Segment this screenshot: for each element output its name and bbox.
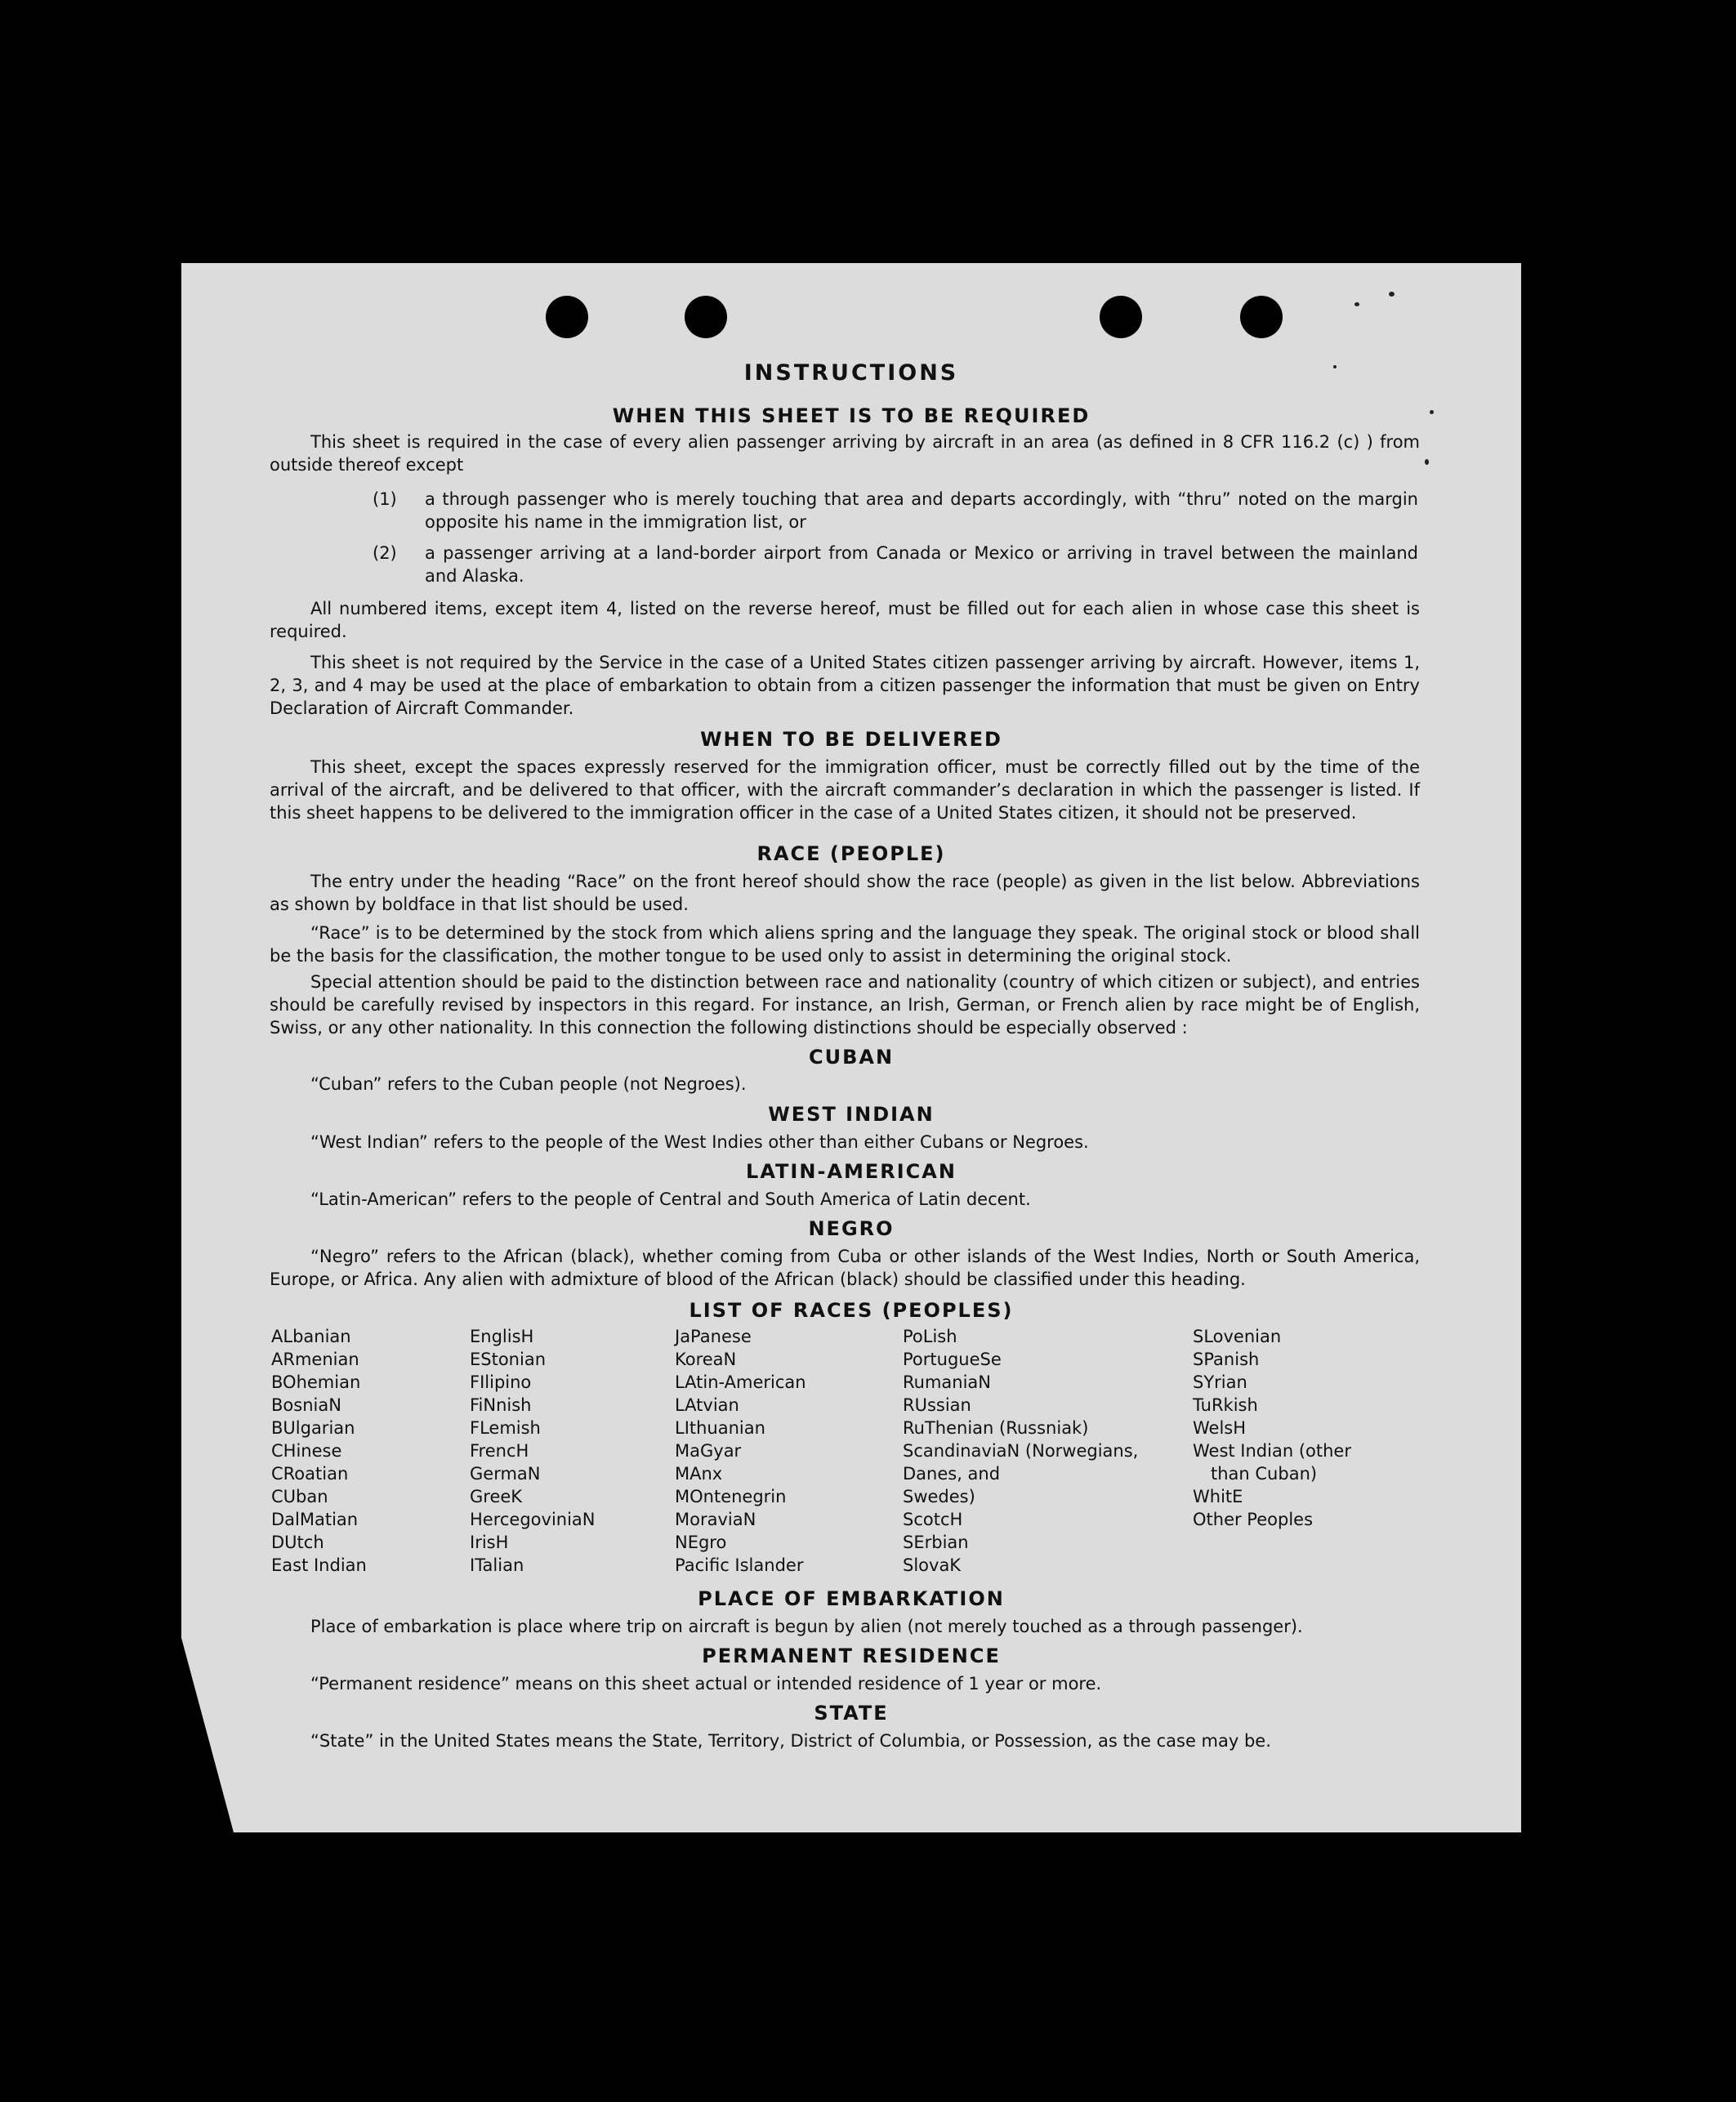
race-entry: IrisH bbox=[470, 1533, 509, 1552]
race-entry: Danes, and bbox=[903, 1464, 1001, 1484]
state-text: “State” in the United States means the State, Territory, District of Columbia, or Possession, as the case may be. bbox=[310, 1731, 1271, 1751]
race-entry: CUban bbox=[271, 1487, 328, 1506]
races-column bbox=[1193, 1325, 1351, 1531]
punch-hole bbox=[546, 296, 588, 338]
latin-american-text: “Latin-American” refers to the people of Central and South America of Latin decent. bbox=[310, 1189, 1031, 1209]
exception-item bbox=[373, 488, 1418, 533]
race-entry: Other Peoples bbox=[1193, 1510, 1314, 1529]
race-entry: CRoatian bbox=[271, 1464, 349, 1484]
race-entry: SErbian bbox=[903, 1533, 969, 1552]
races-column bbox=[470, 1325, 596, 1577]
race-entry: FrencH bbox=[470, 1441, 529, 1461]
section-heading-latin-american: LATIN-AMERICAN bbox=[746, 1160, 957, 1183]
delivered-text: This sheet, except the spaces expressly reserved for the immigration officer, must be correctly filled out by the time of the arrival of the aircraft, and be delivered to that officer, with the aircraft commander’s declaration in which the passenger is listed. If this sheet happens to be delivered to the immigration officer in the case of a United States citizen, it should not be preserved. bbox=[270, 757, 1420, 823]
section-heading-required: WHEN THIS SHEET IS TO BE REQUIRED bbox=[612, 404, 1091, 427]
race-entry: JaPanese bbox=[675, 1327, 752, 1346]
exception-text: a passenger arriving at a land-border airport from Canada or Mexico or arriving in travel between the mainland and Alaska. bbox=[425, 543, 1418, 586]
race-entry: SYrian bbox=[1193, 1372, 1247, 1392]
race-entry: PortugueSe bbox=[903, 1350, 1002, 1369]
race-entry: TuRkish bbox=[1193, 1395, 1258, 1415]
race-entry: SlovaK bbox=[903, 1555, 962, 1575]
residence-text: “Permanent residence” means on this sheet actual or intended residence of 1 year or more. bbox=[310, 1674, 1102, 1694]
section-heading-residence: PERMANENT RESIDENCE bbox=[702, 1645, 1001, 1667]
race-entry: Pacific Islander bbox=[675, 1555, 804, 1575]
race-entry: NEgro bbox=[675, 1533, 727, 1552]
required-paragraph: All numbered items, except item 4, listed on the reverse hereof, must be filled out for each alien in whose case this sheet is required. bbox=[270, 599, 1420, 641]
cuban-text: “Cuban” refers to the Cuban people (not Negroes). bbox=[310, 1074, 747, 1094]
exception-number: (1) bbox=[373, 489, 397, 509]
race-entry: DalMatian bbox=[271, 1510, 359, 1529]
race-entry: ARmenian bbox=[271, 1350, 359, 1369]
negro-text: “Negro” refers to the African (black), whether coming from Cuba or other islands of the West Indies, North or South America, Europe, or Africa. Any alien with admixture of blood of the African (black) should be classified under this heading. bbox=[270, 1247, 1420, 1289]
race-entry: BOhemian bbox=[271, 1372, 361, 1392]
race-entry: RuThenian (Russniak) bbox=[903, 1418, 1089, 1438]
punch-hole bbox=[1240, 296, 1283, 338]
race-entry: FIlipino bbox=[470, 1372, 532, 1392]
section-heading-west-indian: WEST INDIAN bbox=[768, 1103, 935, 1126]
race-entry: BosniaN bbox=[271, 1395, 341, 1415]
race-paragraph: Special attention should be paid to the distinction between race and nationality (country of which citizen or subject), and entries should be carefully revised by inspectors in this regard. For instance, an Irish, German, or French alien by race might be of English, Swiss, or any other nationality. In this connection the following distinctions should be especially observed : bbox=[270, 972, 1420, 1038]
race-entry: ALbanian bbox=[271, 1327, 351, 1346]
section-heading-cuban: CUBAN bbox=[808, 1046, 895, 1069]
section-heading-state: STATE bbox=[814, 1702, 889, 1725]
race-entry: MOntenegrin bbox=[675, 1487, 787, 1506]
race-entry: PoLish bbox=[903, 1327, 957, 1346]
race-entry: BUlgarian bbox=[271, 1418, 355, 1438]
race-entry: EStonian bbox=[470, 1350, 547, 1369]
race-entry: West Indian (other bbox=[1193, 1441, 1351, 1461]
race-entry: GermaN bbox=[470, 1464, 541, 1484]
race-entry: EnglisH bbox=[470, 1327, 534, 1346]
required-intro: This sheet is required in the case of every alien passenger arriving by aircraft in an area (as defined in 8 CFR 116.2 (c) ) from outside thereof except bbox=[270, 432, 1420, 475]
race-entry: ScotcH bbox=[903, 1510, 963, 1529]
races-column bbox=[675, 1325, 806, 1577]
race-entry: RumaniaN bbox=[903, 1372, 992, 1392]
section-heading-list-of-races: LIST OF RACES (PEOPLES) bbox=[689, 1299, 1014, 1322]
section-heading-embarkation: PLACE OF EMBARKATION bbox=[698, 1587, 1005, 1610]
race-paragraph: The entry under the heading “Race” on the front hereof should show the race (people) as given in the list below. Abbreviations as shown by boldface in that list should be used. bbox=[270, 872, 1420, 914]
race-entry: HercegoviniaN bbox=[470, 1510, 596, 1529]
race-entry: GreeK bbox=[470, 1487, 523, 1506]
race-entry: KoreaN bbox=[675, 1350, 737, 1369]
punch-hole bbox=[1100, 296, 1142, 338]
required-paragraph: This sheet is not required by the Service in the case of a United States citizen passenger arriving by aircraft. However, items 1, 2, 3, and 4 may be used at the place of embarkation to obtain from a citizen passenger the information that must be given on Entry Declaration of Aircraft Commander. bbox=[270, 653, 1420, 718]
race-paragraph: “Race” is to be determined by the stock from which aliens spring and the language they speak. The original stock or blood shall be the basis for the classification, the mother tongue to be used only to assist in determining the original stock. bbox=[270, 923, 1420, 966]
west-indian-text: “West Indian” refers to the people of the West Indies other than either Cubans or Negroes. bbox=[310, 1132, 1089, 1152]
race-entry: RUssian bbox=[903, 1395, 971, 1415]
race-entry: FiNnish bbox=[470, 1395, 532, 1415]
embarkation-text: Place of embarkation is place where trip on aircraft is begun by alien (not merely touched as a through passenger). bbox=[310, 1617, 1303, 1636]
races-column bbox=[271, 1325, 367, 1577]
exception-number: (2) bbox=[373, 543, 397, 563]
exception-text: a through passenger who is merely touching that area and departs accordingly, with “thru” noted on the margin opposite his name in the immigration list, or bbox=[425, 489, 1418, 532]
section-heading-delivered: WHEN TO BE DELIVERED bbox=[700, 728, 1002, 751]
race-entry: MAnx bbox=[675, 1464, 723, 1484]
race-entry: Swedes) bbox=[903, 1487, 975, 1506]
race-entry: WhitE bbox=[1193, 1487, 1243, 1506]
race-entry: East Indian bbox=[271, 1555, 367, 1575]
exception-item bbox=[373, 542, 1418, 587]
race-entry: SLovenian bbox=[1193, 1327, 1282, 1346]
race-entry: CHinese bbox=[271, 1441, 342, 1461]
race-entry: LIthuanian bbox=[675, 1418, 765, 1438]
race-entry: DUtch bbox=[271, 1533, 324, 1552]
section-heading-race: RACE (PEOPLE) bbox=[756, 842, 946, 865]
races-column bbox=[903, 1325, 1138, 1577]
race-entry: LAtvian bbox=[675, 1395, 739, 1415]
race-entry: FLemish bbox=[470, 1418, 541, 1438]
race-entry: MoraviaN bbox=[675, 1510, 756, 1529]
punch-hole bbox=[685, 296, 727, 338]
race-entry: WelsH bbox=[1193, 1418, 1247, 1438]
race-entry: ScandinaviaN (Norwegians, bbox=[903, 1441, 1139, 1461]
section-heading-negro: NEGRO bbox=[808, 1217, 895, 1240]
race-entry: SPanish bbox=[1193, 1350, 1260, 1369]
race-entry: ITalian bbox=[470, 1555, 524, 1575]
race-entry: LAtin-American bbox=[675, 1372, 806, 1392]
race-entry: than Cuban) bbox=[1211, 1464, 1318, 1484]
race-entry: MaGyar bbox=[675, 1441, 742, 1461]
page-title: INSTRUCTIONS bbox=[743, 360, 959, 386]
